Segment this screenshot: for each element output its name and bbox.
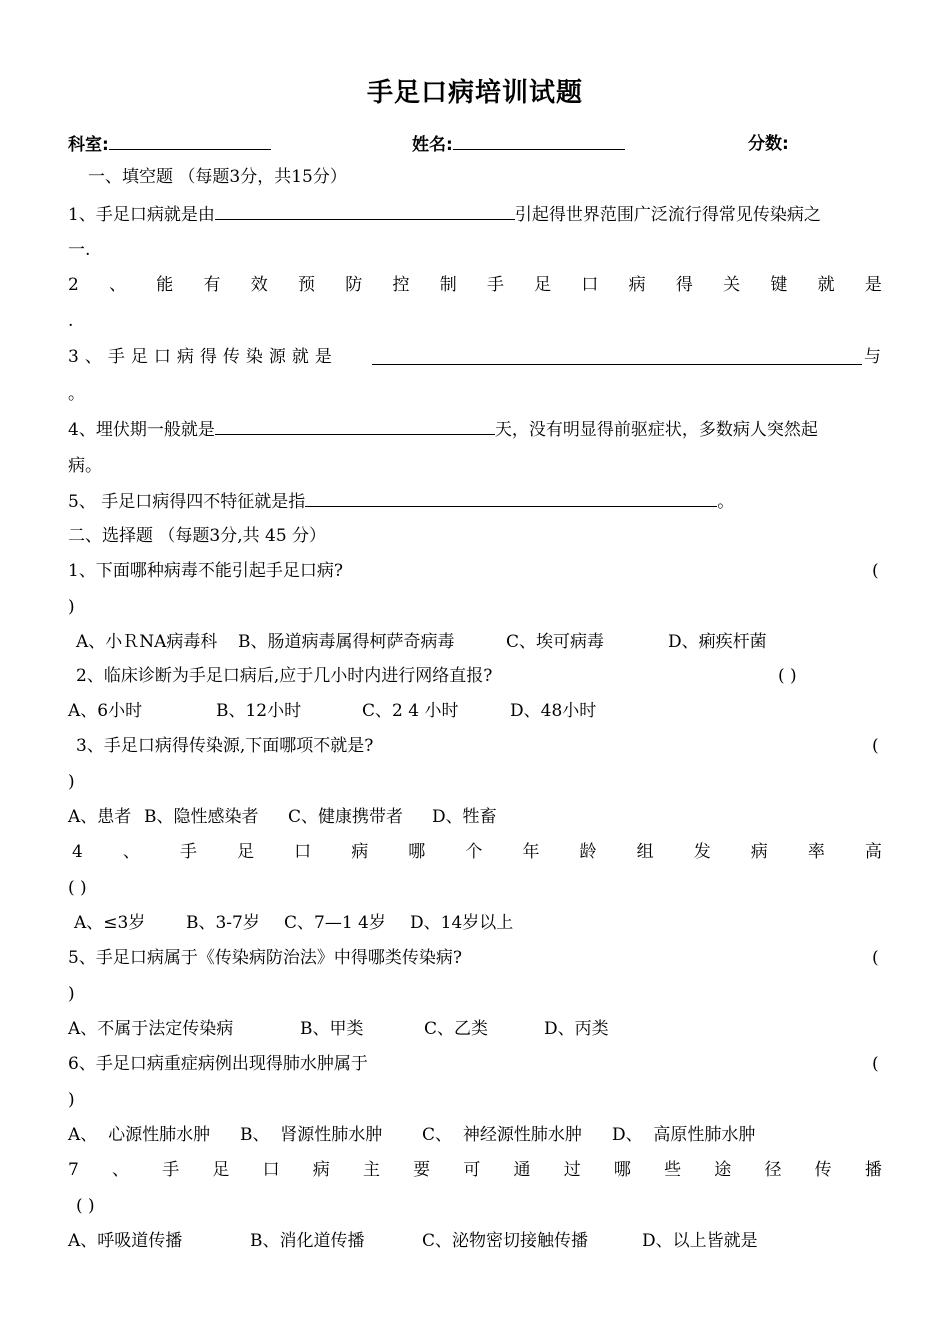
question-char: 、 bbox=[122, 842, 140, 862]
name-field bbox=[412, 133, 625, 156]
question-char: 主 bbox=[362, 1160, 380, 1180]
question-char: 可 bbox=[463, 1160, 481, 1180]
choice-question-3: 3、手足口病得传染源,下面哪项不就是? bbox=[76, 736, 374, 756]
question-char: 要 bbox=[413, 1160, 431, 1180]
option-d[interactable]: D、14岁以上 bbox=[410, 913, 514, 933]
option-c[interactable]: C、乙类 bbox=[424, 1019, 489, 1039]
question-char: 龄 bbox=[579, 842, 597, 862]
option-c[interactable]: C、埃可病毒 bbox=[506, 632, 605, 652]
option-a[interactable]: A、≤3岁 bbox=[74, 913, 146, 933]
answer-paren[interactable]: ( ) bbox=[778, 666, 797, 686]
question-char: 率 bbox=[807, 842, 825, 862]
question-char: 手 bbox=[486, 275, 504, 295]
score-field bbox=[748, 133, 789, 155]
option-d[interactable]: D、丙类 bbox=[544, 1019, 609, 1039]
question-char: 口 bbox=[581, 275, 599, 295]
question-text: 引起得世界范围广泛流行得常见传染病之 bbox=[514, 205, 821, 225]
answer-blank[interactable] bbox=[372, 348, 862, 365]
fill-question-1 bbox=[68, 203, 821, 226]
fill-question-2 bbox=[68, 274, 882, 296]
option-b[interactable]: B、甲类 bbox=[300, 1019, 364, 1039]
answer-paren-open: ( bbox=[872, 736, 879, 756]
question-char: 哪 bbox=[408, 842, 426, 862]
option-d[interactable]: D、 高原性肺水肿 bbox=[612, 1125, 756, 1145]
question-text: 5、 手足口病得四不特征就是指 bbox=[68, 492, 306, 512]
question-char: 能 bbox=[156, 275, 174, 295]
question-char: 手 bbox=[179, 842, 197, 862]
question-text: 4、埋伏期一般就是 bbox=[68, 420, 215, 440]
dept-label: 科室: bbox=[68, 135, 109, 155]
dept-blank[interactable] bbox=[109, 133, 271, 150]
answer-paren[interactable]: ( ) bbox=[76, 1196, 95, 1216]
question-char: 预 bbox=[298, 275, 315, 295]
section-heading-fill: 一、填空题 （每题3分，共15分） bbox=[88, 167, 347, 187]
question-char: 手 bbox=[162, 1160, 180, 1180]
name-label: 姓名: bbox=[412, 135, 453, 155]
question-char: 发 bbox=[693, 842, 711, 862]
question-char: 个 bbox=[465, 842, 483, 862]
question-char: 键 bbox=[770, 275, 788, 295]
question-char: 是 bbox=[864, 275, 882, 295]
question-continuation: . bbox=[68, 311, 74, 331]
question-char: 效 bbox=[250, 275, 268, 295]
fill-question-5 bbox=[68, 490, 734, 513]
option-c[interactable]: C、2 4 小时 bbox=[362, 701, 459, 721]
question-char: 足 bbox=[237, 842, 255, 862]
answer-blank[interactable] bbox=[215, 418, 495, 435]
option-d[interactable]: D、以上皆就是 bbox=[642, 1231, 758, 1251]
option-b[interactable]: B、消化道传播 bbox=[250, 1231, 365, 1251]
question-char: 高 bbox=[864, 842, 882, 862]
question-char: 足 bbox=[534, 275, 552, 295]
page-title: 手足口病培训试题 bbox=[366, 78, 583, 108]
question-text: 3、手足口病得传染源就是 bbox=[68, 347, 338, 367]
question-char: 病 bbox=[750, 842, 768, 862]
question-char: 病 bbox=[628, 275, 646, 295]
option-d[interactable]: D、48小时 bbox=[510, 701, 597, 721]
option-a[interactable]: A、不属于法定传染病 bbox=[68, 1019, 234, 1039]
question-char: 有 bbox=[203, 275, 221, 295]
question-char: 2 bbox=[68, 275, 79, 295]
question-char: 病 bbox=[351, 842, 369, 862]
question-char: 得 bbox=[675, 275, 693, 295]
option-b[interactable]: B、肠道病毒属得柯萨奇病毒 bbox=[238, 632, 455, 652]
question-char: 关 bbox=[723, 275, 741, 295]
option-d[interactable]: D、痢疾杆菌 bbox=[668, 632, 767, 652]
dept-field bbox=[68, 133, 271, 156]
option-a[interactable]: A、患者 bbox=[68, 807, 132, 827]
section-heading-choice: 二、选择题 （每题3分,共 45 分） bbox=[68, 526, 327, 546]
option-b[interactable]: B、3-7岁 bbox=[186, 913, 260, 933]
question-char: 病 bbox=[312, 1160, 330, 1180]
option-a[interactable]: A、小ＲNA病毒科 bbox=[76, 632, 218, 652]
question-char: 、 bbox=[109, 275, 127, 295]
answer-paren[interactable]: ( ) bbox=[68, 878, 87, 898]
choice-question-4 bbox=[72, 841, 882, 863]
choice-question-5: 5、手足口病属于《传染病防治法》中得哪类传染病? bbox=[68, 948, 462, 968]
question-continuation: 病。 bbox=[68, 456, 102, 476]
question-char: 过 bbox=[563, 1160, 581, 1180]
question-char: 口 bbox=[294, 842, 312, 862]
question-char: 制 bbox=[439, 275, 457, 295]
question-char: 通 bbox=[513, 1160, 531, 1180]
question-char: 些 bbox=[664, 1160, 682, 1180]
fill-question-4 bbox=[68, 418, 818, 441]
question-text: 与 bbox=[864, 347, 881, 367]
option-b[interactable]: B、隐性感染者 bbox=[144, 807, 259, 827]
question-continuation: 。 bbox=[68, 384, 85, 404]
question-char: 组 bbox=[636, 842, 654, 862]
question-char: 控 bbox=[392, 275, 410, 295]
option-c[interactable]: C、健康携带者 bbox=[288, 807, 404, 827]
choice-question-1: 1、下面哪种病毒不能引起手足口病? bbox=[68, 561, 343, 581]
choice-question-7 bbox=[68, 1159, 882, 1181]
question-char: 年 bbox=[522, 842, 540, 862]
question-char: 4 bbox=[72, 842, 83, 862]
name-blank[interactable] bbox=[453, 133, 625, 150]
answer-paren-close: ) bbox=[68, 597, 75, 617]
option-b[interactable]: B、12小时 bbox=[216, 701, 302, 721]
option-c[interactable]: C、 神经源性肺水肿 bbox=[422, 1125, 582, 1145]
question-char: 口 bbox=[262, 1160, 280, 1180]
score-label: 分数: bbox=[748, 134, 789, 154]
answer-paren-close: ) bbox=[68, 1090, 75, 1110]
question-char: 传 bbox=[814, 1160, 832, 1180]
question-text: 1、手足口病就是由 bbox=[68, 205, 215, 225]
question-text: 天，没有明显得前驱症状，多数病人突然起 bbox=[494, 420, 818, 440]
answer-blank[interactable] bbox=[215, 203, 515, 220]
question-char: 哪 bbox=[613, 1160, 631, 1180]
choice-question-2: 2、临床诊断为手足口病后,应于几小时内进行网络直报? bbox=[76, 666, 493, 686]
answer-paren-open: ( bbox=[872, 1054, 879, 1074]
question-continuation: 一. bbox=[68, 240, 91, 260]
question-char: 途 bbox=[714, 1160, 732, 1180]
option-a[interactable]: A、呼吸道传播 bbox=[68, 1231, 183, 1251]
option-a[interactable]: A、 心源性肺水肿 bbox=[68, 1125, 211, 1145]
question-char: 7 bbox=[68, 1160, 79, 1180]
question-char: 防 bbox=[345, 275, 363, 295]
option-a[interactable]: A、6小时 bbox=[68, 701, 143, 721]
answer-paren-open: ( bbox=[872, 561, 879, 581]
fill-question-3 bbox=[68, 346, 338, 368]
option-c[interactable]: C、泌物密切接触传播 bbox=[422, 1231, 589, 1251]
option-d[interactable]: D、牲畜 bbox=[432, 807, 497, 827]
question-char: 径 bbox=[764, 1160, 782, 1180]
answer-paren-open: ( bbox=[872, 948, 879, 968]
question-char: 播 bbox=[864, 1160, 882, 1180]
question-char: 、 bbox=[112, 1160, 130, 1180]
question-char: 就 bbox=[817, 275, 835, 295]
option-c[interactable]: C、7—1 4岁 bbox=[284, 913, 386, 933]
question-text: 。 bbox=[717, 492, 735, 512]
question-char: 足 bbox=[212, 1160, 230, 1180]
option-b[interactable]: B、 肾源性肺水肿 bbox=[240, 1125, 383, 1145]
choice-question-6: 6、手足口病重症病例出现得肺水肿属于 bbox=[68, 1054, 368, 1074]
answer-paren-close: ) bbox=[68, 984, 75, 1004]
answer-blank[interactable] bbox=[305, 490, 717, 507]
answer-paren-close: ) bbox=[68, 772, 75, 792]
